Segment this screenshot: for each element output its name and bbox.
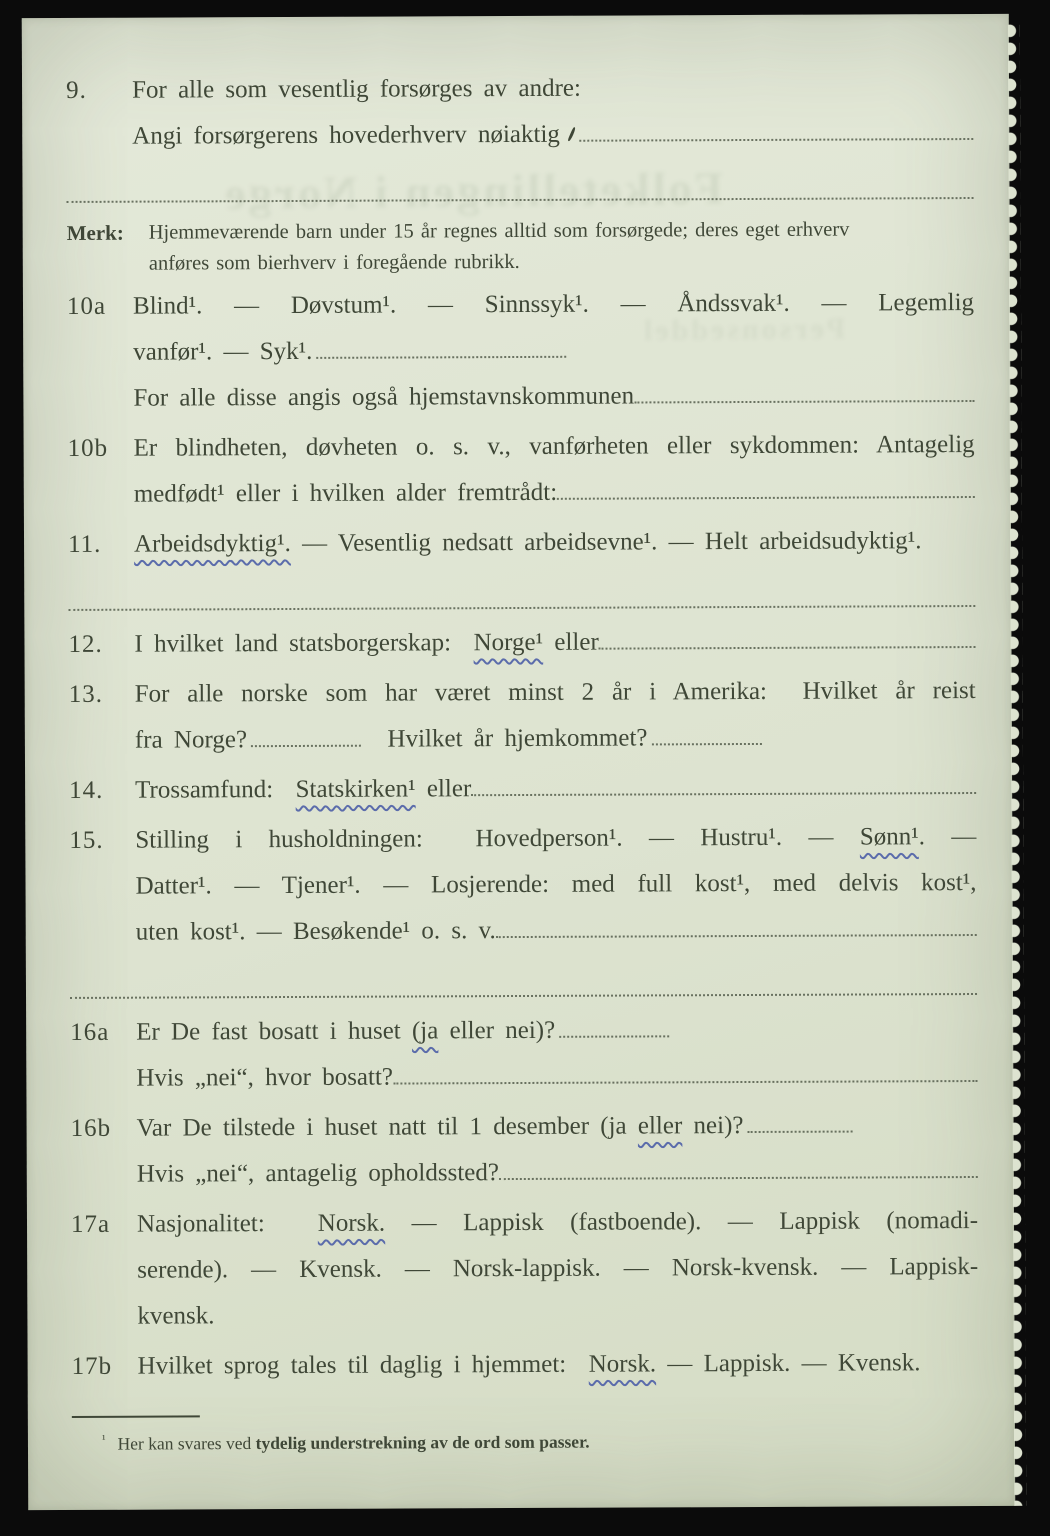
footnote [72,1412,979,1456]
question-number: 14. [69,776,104,804]
question-text-line [133,372,974,422]
text-segment: eller [543,628,599,656]
text-segment: kvensk. [137,1302,215,1330]
form-content [22,14,1016,1510]
text-segment: Er blindheten, døvheten o. s. v., vanførheten eller sykdommen: Antagelig [133,431,975,462]
answer-line-row [70,956,977,1006]
remark-note [67,214,974,280]
ghost-showthrough-title: Folketellingen i Norge [222,162,723,220]
question-body [134,518,975,568]
question-text-line [135,860,976,910]
text-segment: Hvilket sprog tales til daglig i hjemmet: [137,1350,589,1380]
text-segment: Var De tilstede i huset natt til 1 desember (ja [136,1112,638,1142]
answer-dotted-line [496,933,977,938]
question-text-line [133,326,974,376]
pen-underlined-word: eller [637,1112,683,1140]
ghost-showthrough-subtitle: Personseddel [640,311,846,348]
question-row-10a [67,280,975,422]
question-number: 13. [68,680,104,708]
footnote-text-normal: Her kan svares ved [117,1433,256,1454]
question-row-10b [68,422,975,518]
answer-dotted-line [557,495,975,500]
answer-dotted-line [471,791,976,796]
question-body [133,280,975,422]
pen-underlined-word: Sønn¹ [859,823,919,851]
answer-dotted-line [634,399,974,403]
question-text-line [136,1052,977,1102]
pen-tick-mark [567,127,576,142]
remark-body [149,214,974,280]
question-number: 12. [68,630,103,658]
text-segment: Trossamfund: [135,775,296,804]
question-text-line [134,468,975,518]
answer-dotted-line [70,992,977,999]
text-segment: . — [918,823,977,851]
question-text-line [137,1244,978,1294]
text-segment: serende). — Kvensk. — Norsk-lappisk. — Norsk-kvensk. — Lappisk- [137,1252,979,1284]
text-segment: For alle disse angis også hjemstavnskommunen [133,382,635,412]
text-segment: Hvis „nei“, antagelig opholdssted? [136,1159,499,1188]
pen-underlined-word: Norsk. [588,1350,657,1378]
text-segment: — Lappisk. — Kvensk. [655,1349,921,1378]
text-segment: eller nei)? [438,1016,556,1045]
question-number: 10a [66,292,107,320]
question-body [134,618,975,668]
question-text-line [136,906,977,956]
question-row-12 [68,618,975,668]
text-segment: fra Norge? [134,726,248,754]
question-text-line [137,1198,978,1248]
answer-dotted-line [499,1175,978,1180]
question-number: 17a [70,1210,111,1238]
answer-dotted-line [68,604,975,611]
question-text-line [136,1102,977,1152]
footnote-text-bold: tydelig understrekning av de ord som passer. [255,1431,590,1454]
text-segment: — Vesentlig nedsatt arbeidsevne¹. — Helt arbeidsudyktig¹. [290,527,922,557]
text-segment: For alle norske som har været minst 2 år i Amerika: Hvilket år reist [134,677,976,708]
question-text-line [137,1148,978,1198]
question-row-16a [70,1006,977,1102]
answer-dotted-blank [316,355,566,359]
question-body [134,422,975,518]
remark-label: Merk: [66,220,124,245]
footnote-text [72,1423,979,1456]
answer-dotted-line [579,137,973,142]
text-segment: Hvis „nei“, hvor bosatt? [136,1063,394,1092]
text-segment: medfødt¹ eller i hvilken alder fremtrådt: [133,478,558,508]
text-segment: Stilling i husholdningen: Hovedperson¹. — Hustru¹. — [135,823,860,854]
answer-line-row [68,568,975,618]
text-segment: Nasjonalitet: [136,1209,318,1238]
question-body [136,1006,977,1102]
question-row-16b [70,1102,977,1198]
question-number: 16a [70,1018,110,1046]
question-text-line [134,618,975,668]
paper-page [22,14,1016,1510]
answer-dotted-blank [748,1130,853,1133]
question-body [137,1198,979,1340]
question-row-11 [68,518,975,568]
question-number: 17b [71,1352,113,1380]
text-segment: Angi forsørgerens hovederhverv nøiaktig [132,120,560,150]
remark-text-line: Hjemmeværende barn under 15 år regnes alltid som forsørgede; deres eget erhverv [148,218,850,244]
text-segment: I hvilket land statsborgerskap: [134,629,474,658]
question-row-14 [69,764,976,814]
question-number: 9. [66,76,87,104]
question-row-17b [72,1340,979,1390]
question-body [132,64,973,160]
footnote-separator-rule [72,1416,200,1419]
text-segment: eller [415,775,472,803]
question-body [136,1102,977,1198]
question-text-line [135,714,976,764]
text-segment: — Lappisk (fastboende). — Lappisk (nomadi- [385,1206,979,1237]
question-row-17a [71,1198,979,1340]
question-text-line [132,64,973,114]
question-text-line [133,280,974,330]
pen-underlined-word: Norge¹ [473,628,544,657]
answer-dotted-blank [651,742,761,745]
question-text-line [135,764,976,814]
answer-line-row [66,160,973,210]
question-body [135,764,976,814]
question-text-line [135,668,976,718]
question-number: 15. [69,826,104,854]
text-segment: Er De fast bosatt i huset [136,1017,413,1046]
pen-underlined-word: Statskirken¹ [295,775,416,803]
footnote-marker: ¹ [101,1431,106,1446]
question-text-line [138,1340,979,1390]
answer-dotted-line [393,1079,977,1085]
question-text-line [137,1290,978,1340]
text-segment: Hvilket år hjemkommet? [364,724,648,753]
question-row-9 [66,64,973,160]
pen-underlined-word: Arbeidsdyktig¹. [133,529,291,558]
question-number: 10b [67,434,109,462]
question-number: 16b [70,1114,112,1142]
question-text-line [135,814,976,864]
question-text-line [136,1006,977,1056]
question-text-line [134,518,975,568]
question-body [138,1340,979,1390]
answer-dotted-line [67,196,974,203]
pen-underlined-word: (ja [411,1017,439,1045]
text-segment: Datter¹. — Tjener¹. — Losjerende: med full kost¹, med delvis kost¹, [135,869,977,900]
text-segment: vanfør¹. — Syk¹. [133,337,313,366]
answer-dotted-blank [251,744,361,747]
question-number: 11. [67,530,102,558]
text-segment: Blind¹. — Døvstum¹. — Sinnssyk¹. — Åndssvak¹. — Legemlig [132,289,975,320]
question-row-13 [69,668,976,764]
question-body [135,668,976,764]
text-segment: For alle som vesentlig forsørges av andre: [132,74,582,104]
question-text-line [134,422,975,472]
question-row-15 [69,814,977,956]
pen-underlined-word: Norsk. [317,1209,386,1237]
question-text-line [132,110,973,160]
question-body [135,814,977,956]
remark-text-line: anføres som bierhverv i foregående rubrikk. [148,250,520,275]
text-segment: nei)? [682,1112,744,1140]
text-segment: uten kost¹. — Besøkende¹ o. s. v. [135,917,496,946]
answer-dotted-line [599,645,976,650]
answer-dotted-blank [559,1034,669,1037]
